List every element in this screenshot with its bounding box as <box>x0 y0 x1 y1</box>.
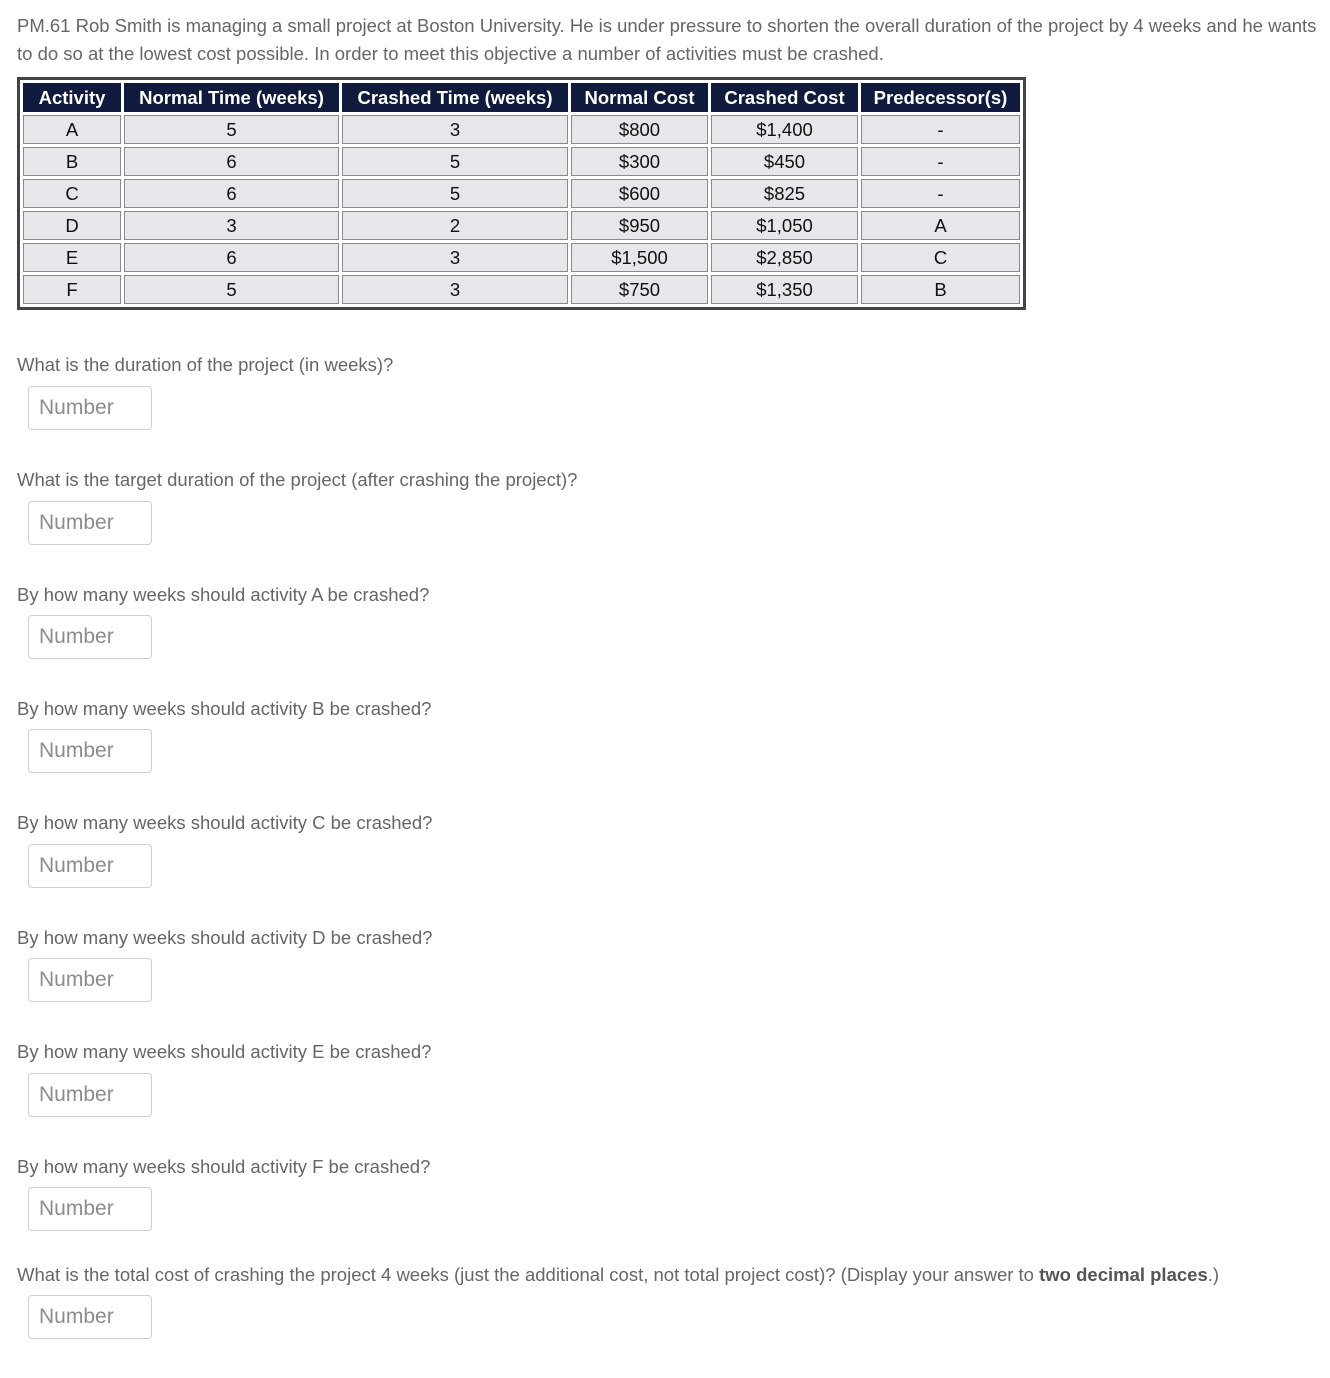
cell-crashed-time: 5 <box>342 179 568 208</box>
question-crash-activity-f: By how many weeks should activity F be crashed? <box>17 1156 431 1177</box>
header-normal-time: Normal Time (weeks) <box>124 83 339 112</box>
cell-normal-time: 6 <box>124 179 339 208</box>
header-activity: Activity <box>23 83 121 112</box>
cell-predecessor: B <box>861 275 1020 304</box>
header-normal-cost: Normal Cost <box>571 83 708 112</box>
table-row <box>23 211 1020 240</box>
table-row <box>23 275 1020 304</box>
cell-activity: B <box>23 147 121 176</box>
cell-normal-time: 6 <box>124 243 339 272</box>
question-crash-activity-d: By how many weeks should activity D be crashed? <box>17 927 433 948</box>
cell-crashed-time: 3 <box>342 275 568 304</box>
question-total-crash-cost-suffix: .) <box>1207 1264 1220 1285</box>
question-crash-activity-a: By how many weeks should activity A be crashed? <box>17 584 430 605</box>
cell-normal-cost: $800 <box>571 115 708 144</box>
cell-activity: F <box>23 275 121 304</box>
cell-predecessor: C <box>861 243 1020 272</box>
table-row <box>23 147 1020 176</box>
crash-activity-e-input[interactable] <box>28 1073 152 1117</box>
cell-normal-cost: $950 <box>571 211 708 240</box>
cell-crashed-time: 2 <box>342 211 568 240</box>
cell-crashed-time: 5 <box>342 147 568 176</box>
cell-activity: A <box>23 115 121 144</box>
table-row <box>23 115 1020 144</box>
question-project-duration: What is the duration of the project (in weeks)? <box>17 354 394 375</box>
cell-predecessor: - <box>861 115 1020 144</box>
project-duration-input[interactable] <box>28 386 152 430</box>
crash-activity-d-input[interactable] <box>28 958 152 1002</box>
question-total-crash-cost <box>17 1264 1219 1286</box>
header-crashed-cost: Crashed Cost <box>711 83 858 112</box>
question-crash-activity-e: By how many weeks should activity E be crashed? <box>17 1041 432 1062</box>
cell-crashed-time: 3 <box>342 115 568 144</box>
cell-normal-time: 6 <box>124 147 339 176</box>
cell-crashed-cost: $2,850 <box>711 243 858 272</box>
table-header-row <box>23 83 1020 112</box>
cell-predecessor: - <box>861 147 1020 176</box>
question-total-crash-cost-emphasis: two decimal places <box>1039 1264 1208 1285</box>
crash-activity-f-input[interactable] <box>28 1187 152 1231</box>
cell-normal-cost: $1,500 <box>571 243 708 272</box>
cell-predecessor: - <box>861 179 1020 208</box>
cell-normal-cost: $300 <box>571 147 708 176</box>
crash-activity-b-input[interactable] <box>28 729 152 773</box>
cell-activity: D <box>23 211 121 240</box>
question-total-crash-cost-text: What is the total cost of crashing the project 4 weeks (just the additional cost, not total project cost)? (Display your answer to <box>17 1264 1040 1285</box>
total-crash-cost-input[interactable] <box>28 1295 152 1339</box>
cell-crashed-cost: $825 <box>711 179 858 208</box>
question-target-duration: What is the target duration of the project (after crashing the project)? <box>17 469 578 490</box>
target-duration-input[interactable] <box>28 501 152 545</box>
question-crash-activity-c: By how many weeks should activity C be crashed? <box>17 812 433 833</box>
cell-normal-cost: $600 <box>571 179 708 208</box>
cell-normal-time: 5 <box>124 275 339 304</box>
cell-crashed-cost: $1,350 <box>711 275 858 304</box>
cell-activity: C <box>23 179 121 208</box>
table-row <box>23 243 1020 272</box>
header-crashed-time: Crashed Time (weeks) <box>342 83 568 112</box>
cell-crashed-time: 3 <box>342 243 568 272</box>
problem-statement: PM.61 Rob Smith is managing a small project at Boston University. He is under pressure to shorten the overall duration of the project by 4 weeks and he wants to do so at the lowest cost possible. In order to meet this objective a number of activities must be crashed. <box>17 15 1317 64</box>
question-crash-activity-b: By how many weeks should activity B be crashed? <box>17 698 432 719</box>
cell-normal-time: 5 <box>124 115 339 144</box>
cell-crashed-cost: $450 <box>711 147 858 176</box>
crashing-data-table <box>17 77 1026 310</box>
cell-normal-time: 3 <box>124 211 339 240</box>
cell-normal-cost: $750 <box>571 275 708 304</box>
header-predecessors: Predecessor(s) <box>861 83 1020 112</box>
cell-predecessor: A <box>861 211 1020 240</box>
cell-crashed-cost: $1,400 <box>711 115 858 144</box>
cell-crashed-cost: $1,050 <box>711 211 858 240</box>
table-row <box>23 179 1020 208</box>
crash-activity-a-input[interactable] <box>28 615 152 659</box>
cell-activity: E <box>23 243 121 272</box>
crash-activity-c-input[interactable] <box>28 844 152 888</box>
